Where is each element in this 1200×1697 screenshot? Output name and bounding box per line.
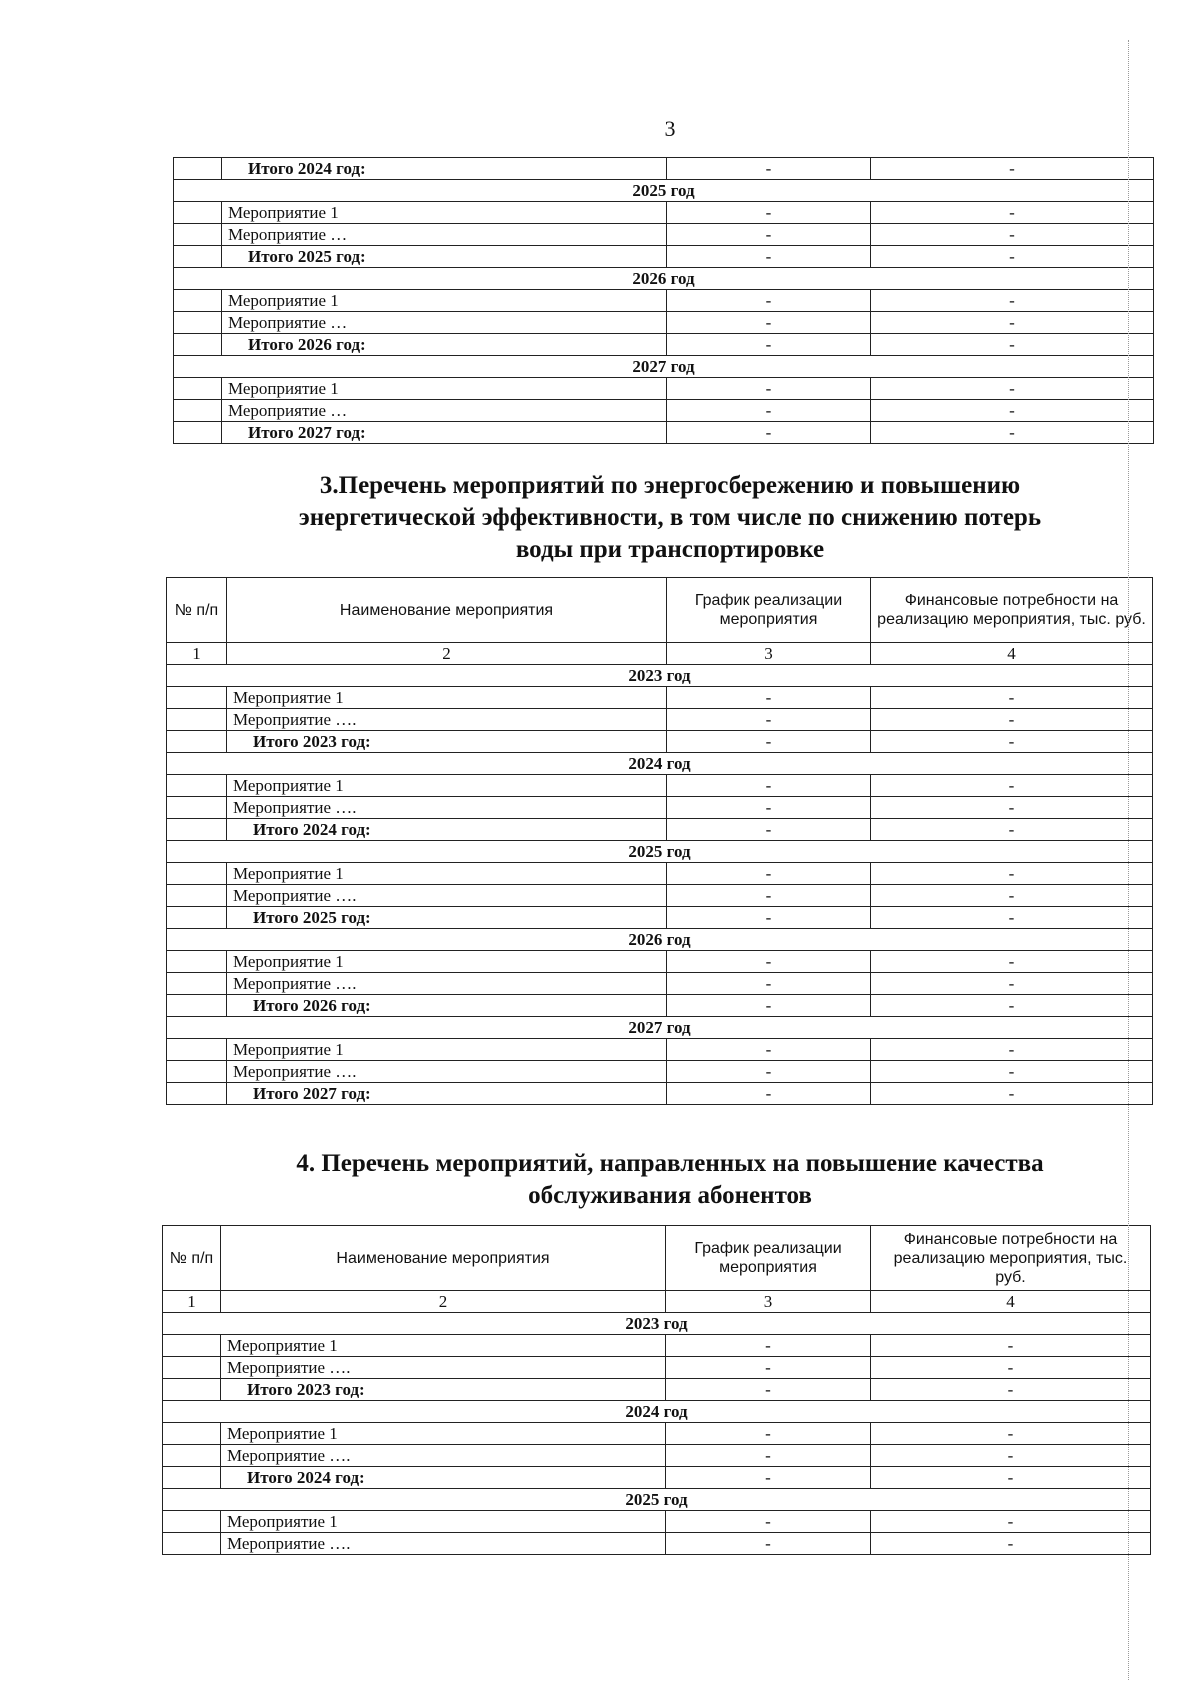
- finance-cell: -: [871, 334, 1154, 356]
- col-header-name: Наименование мероприятия: [221, 1226, 666, 1291]
- number-cell: [167, 995, 227, 1017]
- year-row: [167, 841, 1153, 863]
- schedule-cell: -: [667, 951, 871, 973]
- year-heading: 2027 год: [167, 1017, 1153, 1039]
- number-cell: [174, 378, 222, 400]
- item-label: Мероприятие 1: [221, 1511, 666, 1533]
- total-row: [163, 1379, 1151, 1401]
- finance-cell: -: [871, 202, 1154, 224]
- number-cell: [163, 1511, 221, 1533]
- header-row: [167, 578, 1153, 643]
- schedule-cell: -: [667, 885, 871, 907]
- schedule-cell: -: [667, 378, 871, 400]
- col-number-row: [167, 643, 1153, 665]
- section4-table: [162, 1225, 1151, 1555]
- year-row: [163, 1489, 1151, 1511]
- item-row: [163, 1533, 1151, 1555]
- schedule-cell: -: [667, 863, 871, 885]
- number-cell: [174, 224, 222, 246]
- schedule-cell: -: [667, 995, 871, 1017]
- item-label: Мероприятие ….: [227, 709, 667, 731]
- item-label: Мероприятие 1: [227, 775, 667, 797]
- schedule-cell: -: [667, 202, 871, 224]
- schedule-cell: -: [667, 290, 871, 312]
- schedule-cell: -: [666, 1379, 871, 1401]
- schedule-cell: -: [667, 158, 871, 180]
- schedule-cell: -: [667, 246, 871, 268]
- total-row: [167, 819, 1153, 841]
- col-header-name: Наименование мероприятия: [227, 578, 667, 643]
- section4-title-line-1: 4. Перечень мероприятий, направленных на повышение качества: [296, 1150, 1044, 1177]
- item-label: Мероприятие ….: [221, 1533, 666, 1555]
- number-cell: [174, 158, 222, 180]
- item-row: [163, 1335, 1151, 1357]
- total-row: [174, 158, 1154, 180]
- schedule-cell: -: [666, 1445, 871, 1467]
- year-row: [167, 1017, 1153, 1039]
- total-label: Итого 2027 год:: [227, 1083, 667, 1105]
- finance-cell: -: [871, 1083, 1153, 1105]
- item-label: Мероприятие ….: [227, 973, 667, 995]
- item-label: Мероприятие …: [222, 224, 667, 246]
- schedule-cell: -: [667, 775, 871, 797]
- total-row: [174, 246, 1154, 268]
- total-row: [167, 907, 1153, 929]
- item-label: Мероприятие ….: [227, 1061, 667, 1083]
- item-label: Мероприятие ….: [221, 1357, 666, 1379]
- finance-cell: -: [871, 1061, 1153, 1083]
- item-label: Мероприятие 1: [222, 378, 667, 400]
- finance-cell: -: [871, 290, 1154, 312]
- total-label: Итого 2024 год:: [227, 819, 667, 841]
- number-cell: [167, 775, 227, 797]
- finance-cell: -: [871, 731, 1153, 753]
- section3-title-line-1: 3.Перечень мероприятий по энергосбережению и повышению: [319, 472, 1021, 499]
- item-row: [163, 1423, 1151, 1445]
- finance-cell: -: [871, 422, 1154, 444]
- item-label: Мероприятие 1: [227, 951, 667, 973]
- number-cell: [167, 797, 227, 819]
- total-label: Итого 2023 год:: [221, 1379, 666, 1401]
- total-row: [174, 334, 1154, 356]
- number-cell: [174, 400, 222, 422]
- number-cell: [163, 1379, 221, 1401]
- section3-title-line-3: воды при транспортировке: [515, 536, 825, 563]
- col-header-schedule: График реализации мероприятия: [667, 578, 871, 643]
- item-row: [174, 224, 1154, 246]
- schedule-cell: -: [666, 1533, 871, 1555]
- col-number: 4: [871, 643, 1153, 665]
- number-cell: [167, 863, 227, 885]
- col-number-row: [163, 1291, 1151, 1313]
- number-cell: [174, 422, 222, 444]
- number-cell: [167, 709, 227, 731]
- schedule-cell: -: [667, 1083, 871, 1105]
- col-number: 1: [163, 1291, 221, 1313]
- number-cell: [163, 1533, 221, 1555]
- schedule-cell: -: [666, 1467, 871, 1489]
- col-number: 3: [666, 1291, 871, 1313]
- number-cell: [167, 1061, 227, 1083]
- item-row: [174, 312, 1154, 334]
- section3-title-line-2: энергетической эффективности, в том числе по снижению потерь: [298, 504, 1042, 531]
- finance-cell: -: [871, 1467, 1151, 1489]
- number-cell: [167, 885, 227, 907]
- finance-cell: -: [871, 246, 1154, 268]
- col-number: 4: [871, 1291, 1151, 1313]
- item-row: [174, 290, 1154, 312]
- number-cell: [174, 334, 222, 356]
- finance-cell: -: [871, 1423, 1151, 1445]
- item-label: Мероприятие 1: [227, 1039, 667, 1061]
- finance-cell: -: [871, 1039, 1153, 1061]
- number-cell: [174, 246, 222, 268]
- finance-cell: -: [871, 973, 1153, 995]
- item-label: Мероприятие …: [222, 312, 667, 334]
- item-row: [167, 775, 1153, 797]
- finance-cell: -: [871, 1357, 1151, 1379]
- scan-edge: [1128, 40, 1149, 1680]
- schedule-cell: -: [667, 709, 871, 731]
- item-label: Мероприятие …: [222, 400, 667, 422]
- finance-cell: -: [871, 1511, 1151, 1533]
- schedule-cell: -: [666, 1335, 871, 1357]
- section4-title-line-2: обслуживания абонентов: [528, 1182, 812, 1209]
- finance-cell: -: [871, 775, 1153, 797]
- item-row: [167, 1039, 1153, 1061]
- number-cell: [167, 1083, 227, 1105]
- year-heading: 2026 год: [167, 929, 1153, 951]
- year-row: [174, 180, 1154, 202]
- finance-cell: -: [871, 158, 1154, 180]
- number-cell: [163, 1467, 221, 1489]
- finance-cell: -: [871, 907, 1153, 929]
- col-header-schedule: График реализации мероприятия: [666, 1226, 871, 1291]
- year-heading: 2024 год: [167, 753, 1153, 775]
- year-heading: 2026 год: [174, 268, 1154, 290]
- year-heading: 2023 год: [167, 665, 1153, 687]
- finance-cell: -: [871, 819, 1153, 841]
- col-number: 1: [167, 643, 227, 665]
- item-row: [167, 973, 1153, 995]
- total-label: Итого 2026 год:: [222, 334, 667, 356]
- finance-cell: -: [871, 224, 1154, 246]
- number-cell: [174, 202, 222, 224]
- total-label: Итого 2025 год:: [227, 907, 667, 929]
- col-header-number: № п/п: [167, 578, 227, 643]
- item-label: Мероприятие 1: [221, 1335, 666, 1357]
- item-row: [163, 1445, 1151, 1467]
- item-row: [174, 202, 1154, 224]
- item-row: [163, 1357, 1151, 1379]
- schedule-cell: -: [667, 422, 871, 444]
- year-row: [167, 753, 1153, 775]
- year-heading: 2025 год: [174, 180, 1154, 202]
- schedule-cell: -: [667, 1039, 871, 1061]
- finance-cell: -: [871, 995, 1153, 1017]
- number-cell: [174, 312, 222, 334]
- finance-cell: -: [871, 378, 1154, 400]
- schedule-cell: -: [667, 334, 871, 356]
- total-row: [167, 731, 1153, 753]
- finance-cell: -: [871, 687, 1153, 709]
- number-cell: [163, 1445, 221, 1467]
- number-cell: [167, 1039, 227, 1061]
- schedule-cell: -: [666, 1511, 871, 1533]
- total-label: Итого 2024 год:: [222, 158, 667, 180]
- number-cell: [163, 1335, 221, 1357]
- total-row: [167, 1083, 1153, 1105]
- item-row: [174, 400, 1154, 422]
- finance-cell: -: [871, 1533, 1151, 1555]
- number-cell: [167, 687, 227, 709]
- year-row: [174, 356, 1154, 378]
- item-row: [167, 885, 1153, 907]
- finance-cell: -: [871, 312, 1154, 334]
- item-label: Мероприятие 1: [227, 687, 667, 709]
- total-row: [167, 995, 1153, 1017]
- total-label: Итого 2025 год:: [222, 246, 667, 268]
- total-row: [163, 1467, 1151, 1489]
- item-row: [167, 951, 1153, 973]
- section3-table: [166, 577, 1153, 1105]
- schedule-cell: -: [667, 907, 871, 929]
- schedule-cell: -: [667, 687, 871, 709]
- total-label: Итого 2024 год:: [221, 1467, 666, 1489]
- schedule-cell: -: [667, 819, 871, 841]
- section3-title: [220, 470, 1120, 566]
- item-label: Мероприятие ….: [227, 885, 667, 907]
- number-cell: [167, 907, 227, 929]
- year-heading: 2023 год: [163, 1313, 1151, 1335]
- total-label: Итого 2026 год:: [227, 995, 667, 1017]
- section4-title: [220, 1148, 1120, 1212]
- item-row: [167, 863, 1153, 885]
- finance-cell: -: [871, 400, 1154, 422]
- number-cell: [167, 819, 227, 841]
- item-label: Мероприятие ….: [227, 797, 667, 819]
- year-heading: 2024 год: [163, 1401, 1151, 1423]
- item-label: Мероприятие 1: [222, 202, 667, 224]
- item-row: [174, 378, 1154, 400]
- header-row: [163, 1226, 1151, 1291]
- item-label: Мероприятие 1: [221, 1423, 666, 1445]
- item-label: Мероприятие ….: [221, 1445, 666, 1467]
- col-number: 3: [667, 643, 871, 665]
- schedule-cell: -: [667, 224, 871, 246]
- item-row: [167, 687, 1153, 709]
- finance-cell: -: [871, 885, 1153, 907]
- col-header-finance: Финансовые потребности на реализацию мероприятия, тыс. руб.: [871, 578, 1153, 643]
- schedule-cell: -: [666, 1357, 871, 1379]
- schedule-cell: -: [666, 1423, 871, 1445]
- schedule-cell: -: [667, 797, 871, 819]
- item-row: [163, 1511, 1151, 1533]
- schedule-cell: -: [667, 1061, 871, 1083]
- schedule-cell: -: [667, 400, 871, 422]
- finance-cell: -: [871, 1335, 1151, 1357]
- col-number: 2: [221, 1291, 666, 1313]
- number-cell: [163, 1357, 221, 1379]
- number-cell: [174, 290, 222, 312]
- schedule-cell: -: [667, 973, 871, 995]
- item-label: Мероприятие 1: [227, 863, 667, 885]
- year-heading: 2027 год: [174, 356, 1154, 378]
- item-label: Мероприятие 1: [222, 290, 667, 312]
- number-cell: [167, 731, 227, 753]
- finance-cell: -: [871, 1379, 1151, 1401]
- year-heading: 2025 год: [163, 1489, 1151, 1511]
- schedule-cell: -: [667, 312, 871, 334]
- year-row: [167, 665, 1153, 687]
- finance-cell: -: [871, 863, 1153, 885]
- col-header-finance: Финансовые потребности на реализацию мероприятия, тыс. руб.: [871, 1226, 1151, 1291]
- col-header-number: № п/п: [163, 1226, 221, 1291]
- year-row: [174, 268, 1154, 290]
- item-row: [167, 709, 1153, 731]
- col-number: 2: [227, 643, 667, 665]
- total-row: [174, 422, 1154, 444]
- number-cell: [163, 1423, 221, 1445]
- year-heading: 2025 год: [167, 841, 1153, 863]
- finance-cell: -: [871, 1445, 1151, 1467]
- year-row: [167, 929, 1153, 951]
- continuation-table: [173, 157, 1154, 444]
- finance-cell: -: [871, 709, 1153, 731]
- number-cell: [167, 973, 227, 995]
- finance-cell: -: [871, 951, 1153, 973]
- total-label: Итого 2027 год:: [222, 422, 667, 444]
- year-row: [163, 1313, 1151, 1335]
- page-number: 3: [664, 116, 676, 141]
- finance-cell: -: [871, 797, 1153, 819]
- item-row: [167, 1061, 1153, 1083]
- item-row: [167, 797, 1153, 819]
- number-cell: [167, 951, 227, 973]
- schedule-cell: -: [667, 731, 871, 753]
- total-label: Итого 2023 год:: [227, 731, 667, 753]
- year-row: [163, 1401, 1151, 1423]
